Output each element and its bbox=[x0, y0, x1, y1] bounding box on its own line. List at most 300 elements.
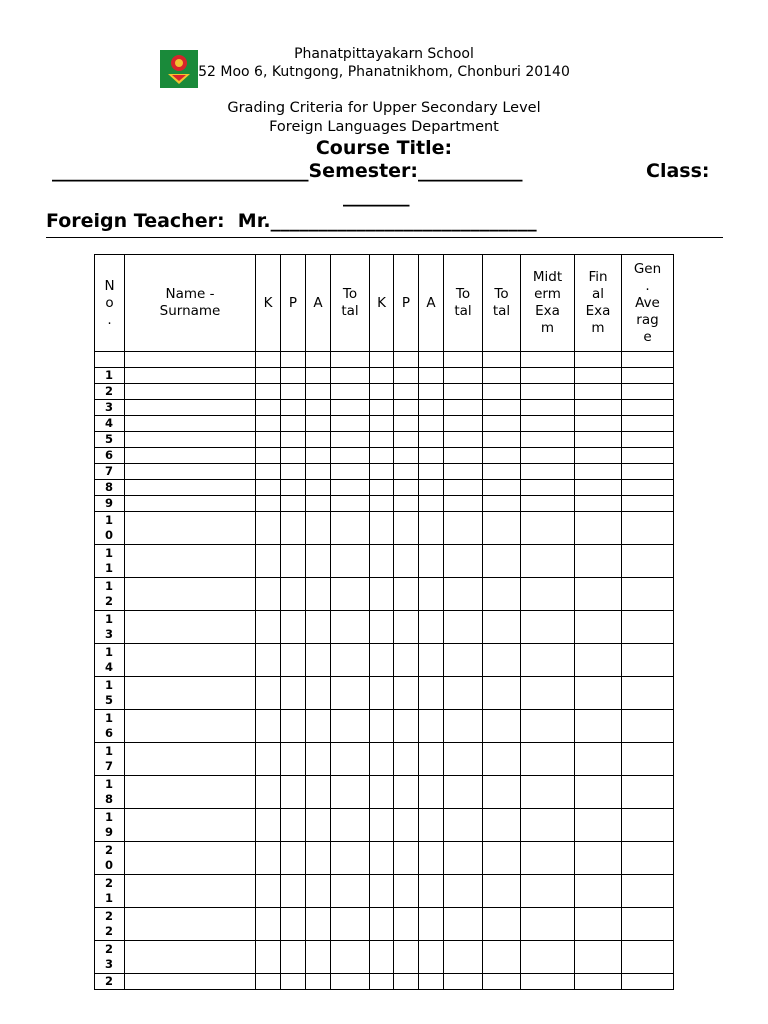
grade-cell bbox=[419, 908, 444, 941]
grade-cell bbox=[444, 578, 483, 611]
grade-cell bbox=[331, 875, 370, 908]
table-row bbox=[95, 480, 674, 496]
grade-cell bbox=[256, 464, 281, 480]
grade-cell bbox=[125, 875, 256, 908]
grade-cell bbox=[125, 941, 256, 974]
grade-cell bbox=[483, 743, 521, 776]
grade-cell bbox=[483, 432, 521, 448]
grade-cell bbox=[370, 496, 394, 512]
grade-cell bbox=[331, 416, 370, 432]
grade-cell bbox=[281, 480, 306, 496]
grade-cell bbox=[575, 496, 622, 512]
grade-cell bbox=[256, 743, 281, 776]
grade-cell bbox=[370, 776, 394, 809]
grade-cell bbox=[306, 464, 331, 480]
grade-cell bbox=[370, 974, 394, 990]
row-number: 1 6 bbox=[95, 710, 125, 743]
grade-cell bbox=[370, 416, 394, 432]
grade-cell bbox=[281, 842, 306, 875]
grade-cell bbox=[370, 464, 394, 480]
grade-cell bbox=[394, 432, 419, 448]
table-row bbox=[95, 496, 674, 512]
grade-cell bbox=[331, 545, 370, 578]
grade-cell bbox=[575, 842, 622, 875]
grade-cell bbox=[331, 908, 370, 941]
grade-cell bbox=[622, 908, 674, 941]
grade-cell bbox=[419, 464, 444, 480]
grade-cell bbox=[622, 578, 674, 611]
department-name: Foreign Languages Department bbox=[269, 119, 499, 135]
column-header: N o . bbox=[95, 255, 125, 352]
grade-cell bbox=[281, 611, 306, 644]
grade-cell bbox=[444, 432, 483, 448]
grade-cell bbox=[370, 677, 394, 710]
grade-cell bbox=[256, 368, 281, 384]
grade-cell bbox=[622, 941, 674, 974]
grade-cell bbox=[521, 480, 575, 496]
class-field: _______ bbox=[343, 185, 410, 207]
grade-cell bbox=[256, 496, 281, 512]
row-number: 2 0 bbox=[95, 842, 125, 875]
grade-cell bbox=[306, 480, 331, 496]
grade-cell bbox=[575, 432, 622, 448]
grade-cell bbox=[331, 464, 370, 480]
grade-cell bbox=[281, 644, 306, 677]
grade-cell bbox=[125, 496, 256, 512]
column-header: Gen . Ave rag e bbox=[622, 255, 674, 352]
grade-cell bbox=[521, 400, 575, 416]
grade-cell bbox=[394, 941, 419, 974]
grade-cell bbox=[622, 400, 674, 416]
grade-cell bbox=[125, 710, 256, 743]
column-header: To tal bbox=[444, 255, 483, 352]
grade-cell bbox=[331, 352, 370, 368]
grade-cell bbox=[444, 400, 483, 416]
grade-cell bbox=[419, 480, 444, 496]
grade-cell bbox=[370, 512, 394, 545]
row-number: 3 bbox=[95, 400, 125, 416]
table-row bbox=[95, 809, 674, 842]
grade-cell bbox=[306, 974, 331, 990]
grade-cell bbox=[575, 448, 622, 464]
grade-cell bbox=[394, 875, 419, 908]
grade-cell bbox=[444, 776, 483, 809]
grade-cell bbox=[125, 400, 256, 416]
grade-cell bbox=[444, 480, 483, 496]
grade-cell bbox=[331, 743, 370, 776]
grade-cell bbox=[575, 384, 622, 400]
row-number: 1 1 bbox=[95, 545, 125, 578]
grade-cell bbox=[521, 875, 575, 908]
grade-cell bbox=[125, 578, 256, 611]
grade-cell bbox=[370, 941, 394, 974]
grade-cell bbox=[521, 432, 575, 448]
grade-cell bbox=[370, 448, 394, 464]
grade-cell bbox=[483, 842, 521, 875]
grade-cell bbox=[125, 464, 256, 480]
grade-cell bbox=[419, 644, 444, 677]
grade-cell bbox=[622, 776, 674, 809]
grade-cell bbox=[331, 448, 370, 464]
grade-cell bbox=[575, 400, 622, 416]
grade-cell bbox=[370, 384, 394, 400]
grade-cell bbox=[281, 384, 306, 400]
grade-cell bbox=[483, 368, 521, 384]
grade-cell bbox=[483, 578, 521, 611]
grade-cell bbox=[281, 464, 306, 480]
table-header-row bbox=[95, 255, 674, 352]
semester-field: ___________________________Semester:___________ bbox=[52, 160, 523, 182]
grade-cell bbox=[281, 809, 306, 842]
grade-cell bbox=[256, 352, 281, 368]
grade-cell bbox=[575, 545, 622, 578]
grade-cell bbox=[125, 908, 256, 941]
grade-cell bbox=[622, 611, 674, 644]
grade-cell bbox=[419, 368, 444, 384]
grade-cell bbox=[521, 416, 575, 432]
grade-cell bbox=[419, 416, 444, 432]
grade-cell bbox=[281, 496, 306, 512]
grade-cell bbox=[521, 496, 575, 512]
column-header: K bbox=[370, 255, 394, 352]
grade-cell bbox=[256, 776, 281, 809]
table-row bbox=[95, 400, 674, 416]
grade-cell bbox=[622, 384, 674, 400]
grade-cell bbox=[444, 545, 483, 578]
grade-cell bbox=[419, 776, 444, 809]
row-number: 1 3 bbox=[95, 611, 125, 644]
grade-cell bbox=[483, 776, 521, 809]
grade-cell bbox=[125, 352, 256, 368]
grade-cell bbox=[256, 644, 281, 677]
grade-cell bbox=[331, 400, 370, 416]
grade-cell bbox=[483, 974, 521, 990]
grade-cell bbox=[394, 644, 419, 677]
grade-cell bbox=[419, 545, 444, 578]
grade-cell bbox=[622, 416, 674, 432]
grade-cell bbox=[575, 512, 622, 545]
grade-cell bbox=[575, 875, 622, 908]
grade-cell bbox=[521, 710, 575, 743]
grade-cell bbox=[622, 496, 674, 512]
grade-cell bbox=[483, 611, 521, 644]
grade-cell bbox=[575, 368, 622, 384]
table-row bbox=[95, 611, 674, 644]
row-number: 1 bbox=[95, 368, 125, 384]
grade-cell bbox=[394, 368, 419, 384]
grade-cell bbox=[622, 352, 674, 368]
grade-cell bbox=[575, 908, 622, 941]
grade-cell bbox=[306, 743, 331, 776]
grade-cell bbox=[256, 875, 281, 908]
table-row bbox=[95, 384, 674, 400]
grade-cell bbox=[622, 743, 674, 776]
grade-cell bbox=[370, 578, 394, 611]
grade-cell bbox=[306, 400, 331, 416]
table-row bbox=[95, 776, 674, 809]
column-header: K bbox=[256, 255, 281, 352]
grade-cell bbox=[483, 875, 521, 908]
grade-cell bbox=[281, 545, 306, 578]
grade-cell bbox=[444, 496, 483, 512]
grade-cell bbox=[394, 710, 419, 743]
grade-cell bbox=[331, 974, 370, 990]
grade-cell bbox=[281, 578, 306, 611]
grade-cell bbox=[256, 480, 281, 496]
row-number: 7 bbox=[95, 464, 125, 480]
grade-cell bbox=[370, 400, 394, 416]
grade-cell bbox=[444, 512, 483, 545]
grade-cell bbox=[521, 448, 575, 464]
grade-cell bbox=[622, 432, 674, 448]
grade-cell bbox=[95, 352, 125, 368]
grade-cell bbox=[575, 352, 622, 368]
row-number: 2 2 bbox=[95, 908, 125, 941]
row-number: 2 3 bbox=[95, 941, 125, 974]
grade-cell bbox=[483, 496, 521, 512]
grade-cell bbox=[483, 644, 521, 677]
grade-cell bbox=[444, 677, 483, 710]
grade-cell bbox=[125, 384, 256, 400]
grade-cell bbox=[125, 842, 256, 875]
grade-cell bbox=[444, 875, 483, 908]
grade-cell bbox=[575, 776, 622, 809]
grade-cell bbox=[575, 941, 622, 974]
grade-cell bbox=[125, 416, 256, 432]
grade-cell bbox=[331, 578, 370, 611]
grade-cell bbox=[521, 941, 575, 974]
row-number: 1 0 bbox=[95, 512, 125, 545]
grade-cell bbox=[521, 611, 575, 644]
grade-cell bbox=[370, 875, 394, 908]
grade-cell bbox=[483, 352, 521, 368]
grade-cell bbox=[419, 875, 444, 908]
grade-cell bbox=[419, 352, 444, 368]
row-number: 2 1 bbox=[95, 875, 125, 908]
spacer-row bbox=[95, 352, 674, 368]
grade-cell bbox=[444, 464, 483, 480]
class-label: Class: bbox=[646, 160, 710, 182]
table-row bbox=[95, 677, 674, 710]
grade-cell bbox=[370, 352, 394, 368]
grade-cell bbox=[622, 677, 674, 710]
grade-cell bbox=[483, 400, 521, 416]
row-number: 6 bbox=[95, 448, 125, 464]
grade-cell bbox=[306, 352, 331, 368]
row-number: 2 bbox=[95, 974, 125, 990]
grade-cell bbox=[281, 908, 306, 941]
grade-cell bbox=[256, 384, 281, 400]
grade-cell bbox=[622, 710, 674, 743]
grade-cell bbox=[394, 809, 419, 842]
grade-cell bbox=[521, 384, 575, 400]
grade-cell bbox=[483, 512, 521, 545]
grade-cell bbox=[281, 432, 306, 448]
grade-cell bbox=[521, 677, 575, 710]
grade-cell bbox=[370, 809, 394, 842]
grade-cell bbox=[419, 578, 444, 611]
row-number: 8 bbox=[95, 480, 125, 496]
grade-cell bbox=[256, 908, 281, 941]
grade-cell bbox=[256, 809, 281, 842]
table-row bbox=[95, 908, 674, 941]
grade-cell bbox=[394, 352, 419, 368]
grade-cell bbox=[521, 578, 575, 611]
grade-cell bbox=[331, 776, 370, 809]
row-number: 1 9 bbox=[95, 809, 125, 842]
grade-cell bbox=[256, 578, 281, 611]
grade-cell bbox=[575, 743, 622, 776]
grade-cell bbox=[622, 480, 674, 496]
grade-cell bbox=[370, 368, 394, 384]
school-name: Phanatpittayakarn School bbox=[294, 46, 474, 62]
grade-cell bbox=[256, 545, 281, 578]
grade-cell bbox=[394, 776, 419, 809]
school-address: 52 Moo 6, Kutngong, Phanatnikhom, Chonburi 20140 bbox=[198, 64, 570, 80]
grade-cell bbox=[575, 416, 622, 432]
grade-cell bbox=[256, 611, 281, 644]
grade-cell bbox=[306, 432, 331, 448]
grade-cell bbox=[125, 677, 256, 710]
grade-cell bbox=[419, 842, 444, 875]
grade-cell bbox=[419, 400, 444, 416]
grade-cell bbox=[575, 464, 622, 480]
grade-cell bbox=[331, 368, 370, 384]
grade-cell bbox=[306, 448, 331, 464]
grade-cell bbox=[394, 512, 419, 545]
grade-cell bbox=[256, 710, 281, 743]
grade-cell bbox=[521, 644, 575, 677]
grade-cell bbox=[331, 644, 370, 677]
grade-cell bbox=[306, 512, 331, 545]
grade-cell bbox=[444, 352, 483, 368]
grade-cell bbox=[622, 809, 674, 842]
table-row bbox=[95, 842, 674, 875]
column-header: A bbox=[419, 255, 444, 352]
grade-cell bbox=[419, 496, 444, 512]
grade-cell bbox=[575, 578, 622, 611]
grade-cell bbox=[419, 710, 444, 743]
table-row bbox=[95, 432, 674, 448]
grade-cell bbox=[256, 842, 281, 875]
grade-cell bbox=[444, 974, 483, 990]
grade-cell bbox=[256, 448, 281, 464]
grade-cell bbox=[370, 842, 394, 875]
grade-cell bbox=[306, 908, 331, 941]
grade-cell bbox=[370, 432, 394, 448]
grade-cell bbox=[419, 941, 444, 974]
grade-cell bbox=[394, 974, 419, 990]
table-row bbox=[95, 578, 674, 611]
table-row bbox=[95, 974, 674, 990]
grade-cell bbox=[281, 352, 306, 368]
grade-cell bbox=[521, 368, 575, 384]
grade-cell bbox=[575, 480, 622, 496]
grade-cell bbox=[125, 644, 256, 677]
grade-cell bbox=[306, 384, 331, 400]
grade-cell bbox=[281, 416, 306, 432]
grade-cell bbox=[575, 677, 622, 710]
grade-cell bbox=[306, 416, 331, 432]
grade-cell bbox=[444, 611, 483, 644]
grade-cell bbox=[483, 809, 521, 842]
grade-cell bbox=[125, 611, 256, 644]
grade-cell bbox=[281, 743, 306, 776]
grade-cell bbox=[622, 464, 674, 480]
grade-cell bbox=[419, 512, 444, 545]
grade-cell bbox=[281, 974, 306, 990]
grade-cell bbox=[281, 512, 306, 545]
grade-cell bbox=[394, 908, 419, 941]
column-header: A bbox=[306, 255, 331, 352]
course-title-label: Course Title: bbox=[315, 137, 453, 159]
grade-cell bbox=[331, 809, 370, 842]
grade-cell bbox=[256, 512, 281, 545]
column-header: To tal bbox=[331, 255, 370, 352]
grade-cell bbox=[444, 416, 483, 432]
grade-cell bbox=[521, 352, 575, 368]
row-number: 1 2 bbox=[95, 578, 125, 611]
grade-cell bbox=[306, 578, 331, 611]
grade-cell bbox=[622, 545, 674, 578]
grade-cell bbox=[622, 974, 674, 990]
grade-cell bbox=[521, 776, 575, 809]
grade-cell bbox=[483, 416, 521, 432]
grade-cell bbox=[125, 368, 256, 384]
grade-cell bbox=[256, 432, 281, 448]
grade-cell bbox=[483, 464, 521, 480]
grade-cell bbox=[331, 677, 370, 710]
grade-cell bbox=[483, 480, 521, 496]
grade-cell bbox=[306, 368, 331, 384]
grade-cell bbox=[394, 743, 419, 776]
grade-cell bbox=[370, 908, 394, 941]
grade-cell bbox=[483, 908, 521, 941]
table-row bbox=[95, 644, 674, 677]
grade-cell bbox=[444, 368, 483, 384]
column-header: Midt erm Exa m bbox=[521, 255, 575, 352]
grade-cell bbox=[575, 974, 622, 990]
grade-cell bbox=[394, 400, 419, 416]
grade-cell bbox=[394, 611, 419, 644]
grade-cell bbox=[125, 512, 256, 545]
grade-cell bbox=[483, 941, 521, 974]
grade-cell bbox=[256, 974, 281, 990]
grade-cell bbox=[575, 809, 622, 842]
grade-cell bbox=[521, 545, 575, 578]
grade-cell bbox=[306, 710, 331, 743]
grade-cell bbox=[370, 545, 394, 578]
grade-cell bbox=[394, 545, 419, 578]
column-header: P bbox=[281, 255, 306, 352]
grade-cell bbox=[306, 776, 331, 809]
table-row bbox=[95, 545, 674, 578]
grade-cell bbox=[444, 384, 483, 400]
grade-cell bbox=[622, 875, 674, 908]
table-row bbox=[95, 512, 674, 545]
grade-cell bbox=[622, 842, 674, 875]
row-number: 1 8 bbox=[95, 776, 125, 809]
grade-cell bbox=[331, 611, 370, 644]
column-header: To tal bbox=[483, 255, 521, 352]
grade-cell bbox=[370, 644, 394, 677]
grade-cell bbox=[419, 432, 444, 448]
table-row bbox=[95, 368, 674, 384]
grade-cell bbox=[256, 677, 281, 710]
grade-cell bbox=[394, 677, 419, 710]
grade-cell bbox=[444, 644, 483, 677]
table-row bbox=[95, 743, 674, 776]
